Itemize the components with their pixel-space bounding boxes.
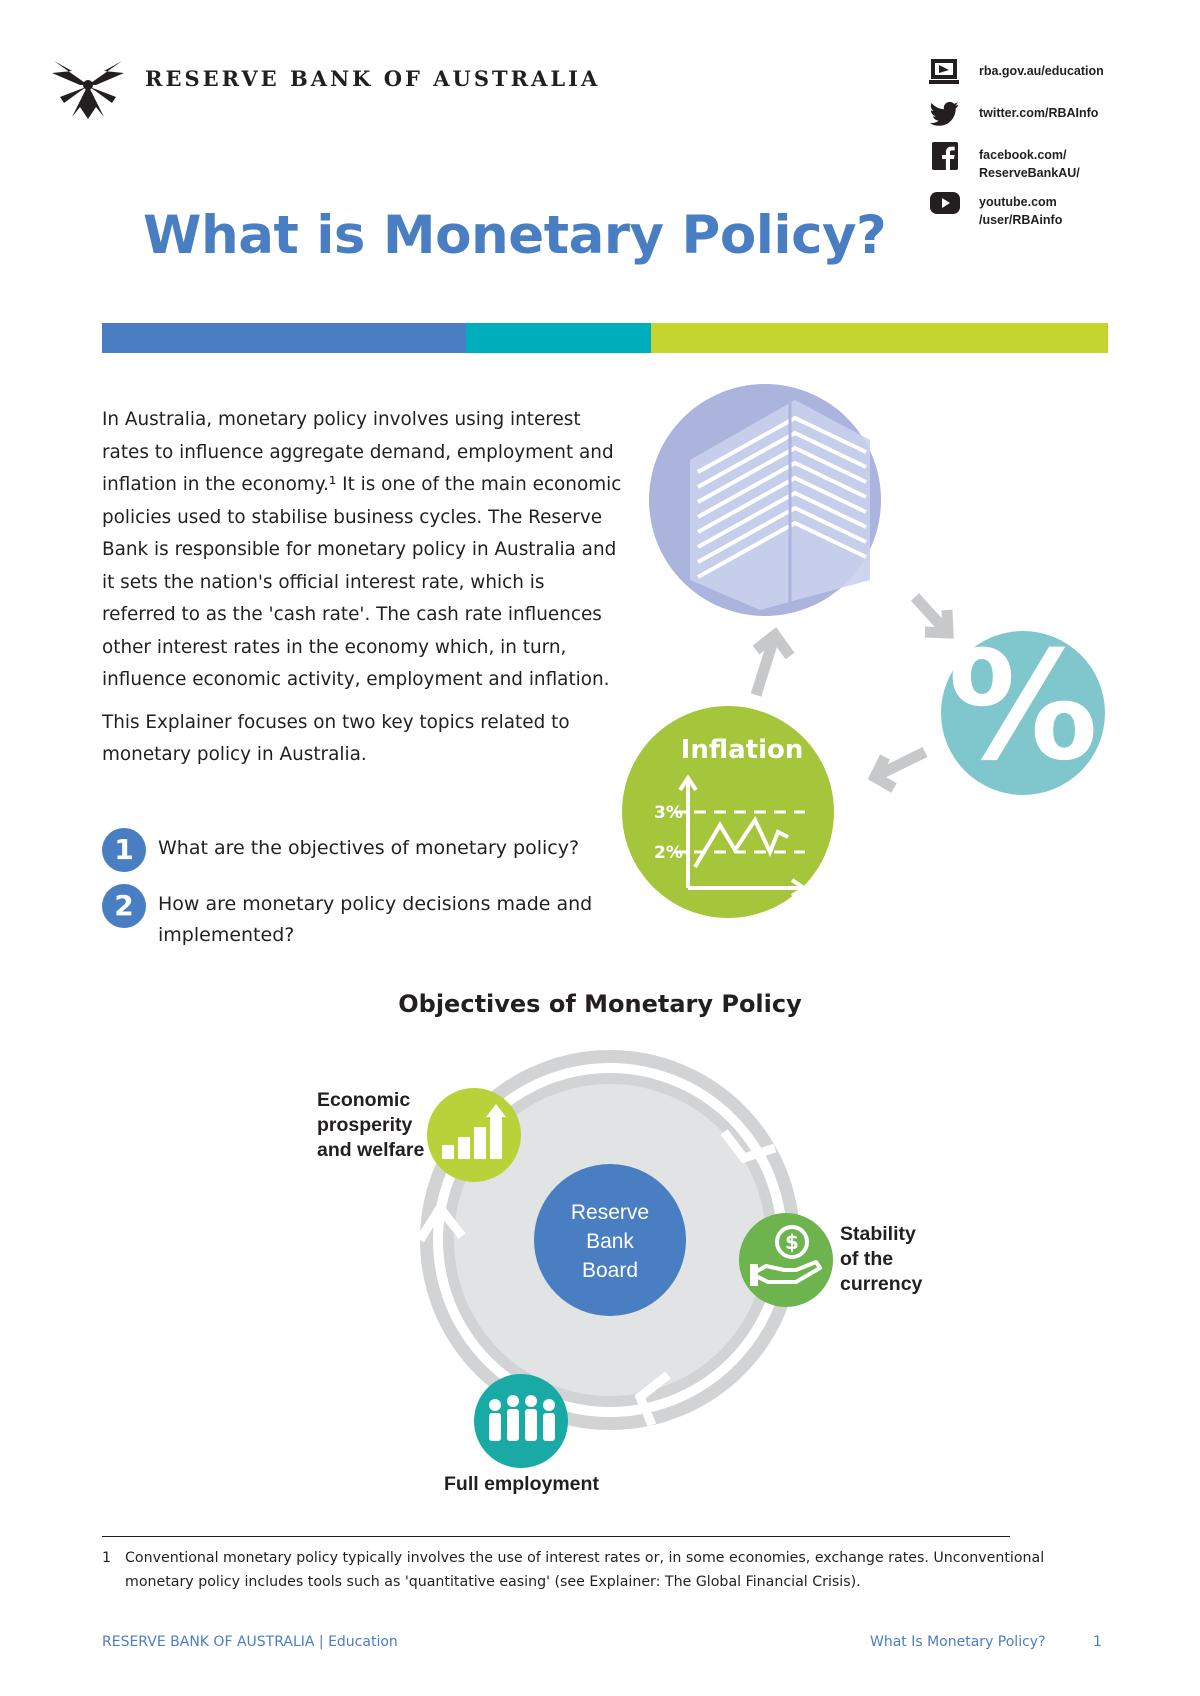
rba-logo — [50, 55, 126, 121]
twitter-icon — [929, 100, 961, 128]
topic-item-2 — [102, 884, 622, 950]
economic-prosperity-label: Economic prosperity and welfare — [317, 1089, 425, 1161]
youtube-link-text: youtube.com /user/RBAinfo — [979, 195, 1063, 227]
currency-hand-icon — [738, 1212, 834, 1308]
twitter-link-text: twitter.com/RBAInfo — [979, 106, 1099, 120]
page-title: What is Monetary Policy? — [143, 205, 887, 266]
facebook-link-text: facebook.com/ ReserveBankAU/ — [979, 148, 1080, 180]
building-icon — [649, 384, 881, 616]
youtube-icon — [929, 189, 961, 217]
organization-name: RESERVE BANK OF AUSTRALIA — [145, 66, 601, 91]
objectives-title: Objectives of Monetary Policy — [398, 990, 802, 1018]
color-band-lime — [651, 323, 1108, 353]
svg-text:$: $ — [785, 1230, 799, 1254]
reserve-bank-board-label: Reserve Bank Board — [570, 1201, 650, 1282]
footer-title: What Is Monetary Policy? — [870, 1634, 1046, 1650]
footnote-text: Conventional monetary policy typically involves the use of interest rates or, in some economies, exchange rates. Unconventional monetary policy includes tools such as 'quantitative easing' (see Explainer: The Global Financial Crisis). — [125, 1550, 1045, 1590]
arrow-building-to-rate — [915, 597, 945, 630]
intro-text — [102, 404, 622, 782]
growth-chart-icon — [426, 1087, 522, 1183]
color-band-teal — [466, 323, 651, 353]
website-link-text: rba.gov.au/education — [979, 64, 1104, 78]
topic-label: What are the objectives of monetary policy? — [158, 837, 580, 859]
footnote-divider — [102, 1536, 1010, 1537]
inflation-icon — [622, 706, 834, 918]
inflation-title: Inflation — [680, 735, 804, 765]
page-number: 1 — [1093, 1634, 1102, 1650]
currency-stability-label: Stability of the currency — [840, 1223, 923, 1295]
monetary-cycle-graphic — [620, 380, 1120, 940]
computer-icon — [929, 58, 961, 86]
intro-paragraph-1: In Australia, monetary policy involves using interest rates to influence aggregate demand, employment and inflation in the economy.¹ It is one of the main economic policies used to stabilise business cycles. The Reserve Bank is responsible for monetary policy in Australia and it sets the nation's official interest rate, which is referred to as the 'cash rate'. The cash rate influences other interest rates in the economy which, in turn, influence economic activity, employment and inflation. — [102, 409, 622, 690]
topic-label: How are monetary policy decisions made and implemented? — [158, 893, 593, 946]
facebook-icon — [929, 142, 961, 170]
footer-source: RESERVE BANK OF AUSTRALIA | Education — [102, 1634, 398, 1650]
color-band-blue — [102, 323, 466, 353]
people-group-icon — [473, 1373, 569, 1469]
full-employment-label: Full employment — [444, 1473, 599, 1495]
topic-number-badge: 2 — [102, 884, 146, 928]
footnote-number: 1 — [102, 1550, 112, 1566]
intro-paragraph-2: This Explainer focuses on two key topics related to monetary policy in Australia. — [102, 711, 570, 765]
topic-number-badge: 1 — [102, 828, 146, 872]
percent-symbol: % — [947, 620, 1099, 794]
percent-icon — [941, 620, 1105, 795]
inflation-2pct-label: 2% — [654, 843, 683, 863]
inflation-3pct-label: 3% — [654, 803, 683, 823]
